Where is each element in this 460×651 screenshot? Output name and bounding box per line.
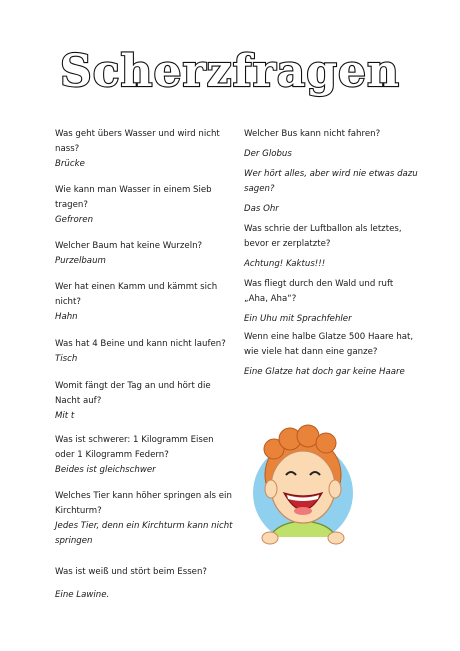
riddle-answer: Der Globus: [244, 149, 292, 159]
riddle-answer: Hahn: [55, 312, 78, 322]
riddle-answer: Das Ohr: [244, 204, 279, 214]
riddle-question: Was fliegt durch den Wald und ruft „Aha, Aha“?: [244, 279, 394, 304]
riddle-question: Was geht übers Wasser und wird nicht nass?: [55, 129, 220, 154]
riddle-question: Wer hört alles, aber wird nie etwas dazu sagen?: [244, 169, 418, 194]
riddle-answer: Eine Lawine.: [55, 590, 110, 600]
riddle-question: Was ist weiß und stört beim Essen?: [55, 567, 207, 577]
riddle-question: Wer hat einen Kamm und kämmt sich nicht?: [55, 282, 218, 307]
riddle-item: [55, 239, 233, 269]
riddle-question: Wenn eine halbe Glatze 500 Haare hat, wie viele hat dann eine ganze?: [244, 332, 414, 357]
left-hand: [262, 532, 278, 544]
riddle-item: [244, 127, 419, 162]
riddle-item: [55, 565, 233, 603]
riddle-item: [55, 379, 233, 424]
riddle-question: Wie kann man Wasser in einem Sieb tragen?: [55, 185, 212, 210]
riddle-question: Welcher Baum hat keine Wurzeln?: [55, 241, 203, 251]
riddle-question: Womit fängt der Tag an und hört die Nacht auf?: [55, 381, 211, 406]
riddle-item: [55, 127, 233, 172]
page-edge: [243, 537, 363, 550]
riddle-question: Was schrie der Luftballon als letztes, bevor er zerplatzte?: [244, 224, 402, 249]
right-hand: [328, 532, 344, 544]
riddle-answer: Tisch: [55, 354, 78, 364]
riddle-item: [55, 337, 233, 367]
riddle-answer: Brücke: [55, 159, 85, 169]
riddle-item: [244, 167, 419, 217]
riddle-answer: Purzelbaum: [55, 256, 106, 266]
riddle-answer: Ein Uhu mit Sprachfehler: [244, 314, 352, 324]
riddle-answer: Gefroren: [55, 215, 94, 225]
riddle-answer: Achtung! Kaktus!!!: [244, 259, 326, 269]
riddle-item: [55, 183, 233, 228]
riddle-item: [55, 433, 233, 478]
riddle-item: [244, 277, 419, 327]
laughing-child-illustration: [238, 415, 368, 550]
riddle-item: [244, 222, 419, 272]
riddle-answer: Jedes Tier, denn ein Kirchturm kann nicht springen: [55, 521, 233, 546]
riddle-item: [55, 489, 233, 549]
riddle-answer: Mit t: [55, 411, 75, 421]
right-ear: [329, 480, 341, 498]
worksheet-title: Scherzfragen: [59, 46, 401, 97]
riddle-answer: Beides ist gleichschwer: [55, 465, 156, 475]
left-ear: [265, 480, 277, 498]
tongue: [294, 507, 312, 515]
riddle-item: [55, 280, 233, 325]
riddle-question: Was hat 4 Beine und kann nicht laufen?: [55, 339, 226, 349]
riddle-answer: Eine Glatze hat doch gar keine Haare: [244, 367, 405, 377]
riddle-item: [244, 330, 419, 380]
riddle-question: Welcher Bus kann nicht fahren?: [244, 129, 381, 139]
riddle-question: Welches Tier kann höher springen als ein Kirchturm?: [55, 491, 232, 516]
riddle-question: Was ist schwerer: 1 Kilogramm Eisen oder 1 Kilogramm Federn?: [55, 435, 214, 460]
